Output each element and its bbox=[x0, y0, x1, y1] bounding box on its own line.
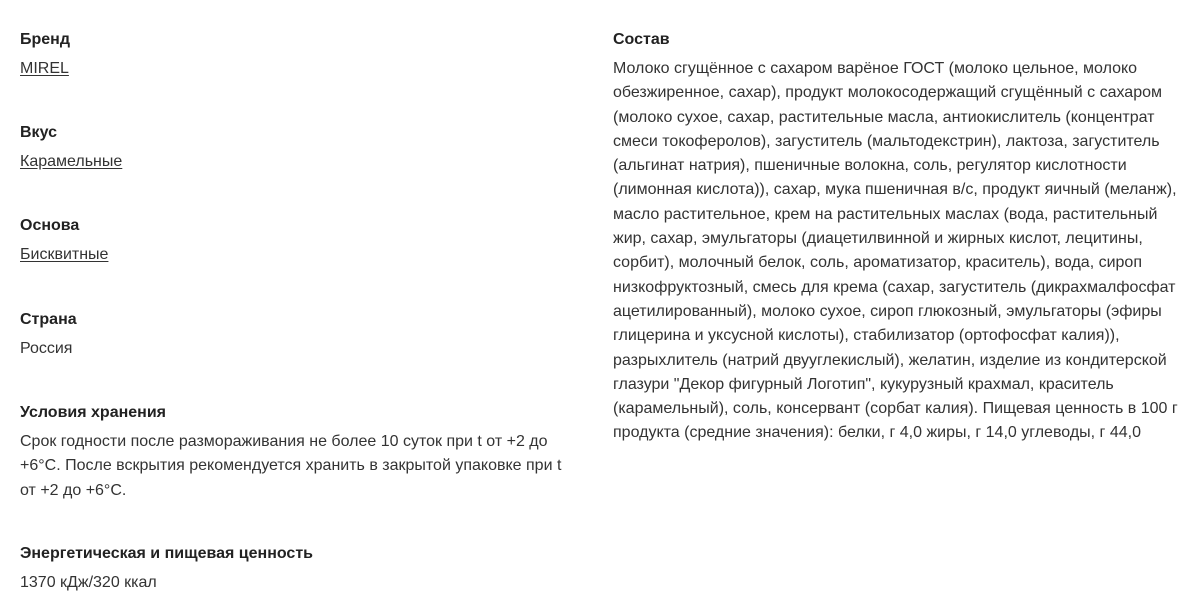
property-taste-label: Вкус bbox=[20, 124, 57, 141]
property-composition-label: Состав bbox=[613, 31, 670, 48]
property-storage-value: Срок годности после размораживания не более 10 суток при t от +2 до +6°С. После вскрытия рекомендуется хранить в закрытой упаковке при t от +2 до +6°С. bbox=[20, 433, 562, 499]
property-country bbox=[20, 309, 580, 402]
brand-link[interactable]: MIREL bbox=[20, 60, 69, 77]
property-storage bbox=[20, 402, 580, 543]
property-storage-label: Условия хранения bbox=[20, 404, 166, 421]
property-composition bbox=[613, 29, 1183, 446]
property-base bbox=[20, 215, 580, 309]
property-energy bbox=[20, 543, 580, 595]
property-energy-value: 1370 кДж/320 ккал bbox=[20, 574, 157, 591]
product-properties-right bbox=[613, 29, 1183, 446]
property-brand bbox=[20, 29, 580, 122]
property-composition-value: Молоко сгущённое с сахаром варёное ГОСТ (молоко цельное, молоко обезжиренное, сахар), продукт молокосодержащий сгущённый с сахаром (молоко сухое, сахар, растительные масла, антиокислитель (концентрат смеси токоферолов), загуститель (мальтодекстрин), лактоза, загуститель (альгинат натрия), пшеничные волокна, соль, регулятор кислотности (лимонная кислота)), сахар, мука пшеничная в/с, продукт яичный (меланж), масло растительное, крем на растительных маслах (вода, растительный жир, сахар, эмульгаторы (диацетилвинной и жирных кислот, лецитины, сорбит), молочный белок, соль, ароматизатор, краситель), вода, сироп низкофруктозный, смесь для крема (сахар, загуститель (дикрахмалфосфат ацетилированный), молоко сухое, сироп глюкозный, эмульгаторы (эфиры глицерина и уксусной кислоты), стабилизатор (ортофосфат калия)), разрыхлитель (натрий двууглекислый), желатин, изделие из кондитерской глазури "Декор фигурный Логотип", кукурузный крахмал, краситель (карамельный), соль, консервант (сорбат калия). Пищевая ценность в 100 г продукта (средние значения): белки, г 4,0 жиры, г 14,0 углеводы, г 44,0 bbox=[613, 60, 1178, 442]
taste-link[interactable]: Карамельные bbox=[20, 153, 123, 170]
property-energy-label: Энергетическая и пищевая ценность bbox=[20, 545, 313, 562]
property-brand-label: Бренд bbox=[20, 31, 70, 48]
property-country-value: Россия bbox=[20, 340, 73, 357]
property-taste bbox=[20, 122, 580, 215]
property-country-label: Страна bbox=[20, 311, 77, 328]
property-base-label: Основа bbox=[20, 217, 80, 234]
product-properties-left bbox=[20, 29, 580, 595]
base-link[interactable]: Бисквитные bbox=[20, 246, 109, 263]
